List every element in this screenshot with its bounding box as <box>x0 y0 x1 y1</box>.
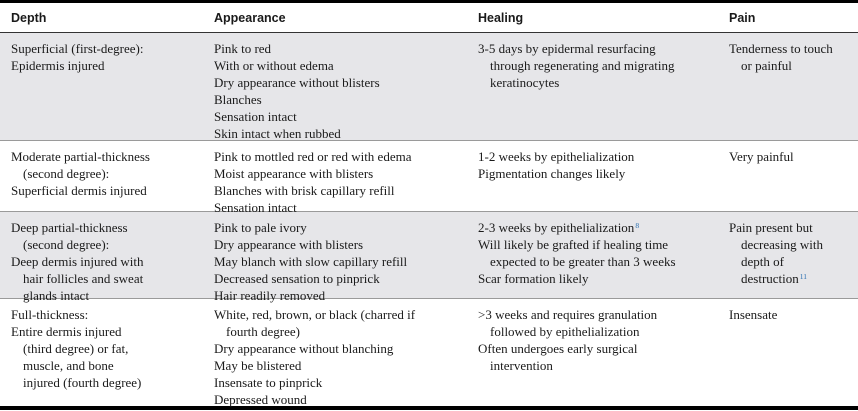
depth-line <box>11 306 200 323</box>
appearance-cell <box>200 299 464 411</box>
line-text: Dry appearance without blisters <box>214 75 380 90</box>
line-text: Depressed wound <box>214 392 307 407</box>
healing-line <box>478 306 729 323</box>
depth-cell <box>0 141 200 211</box>
appearance-line <box>214 253 464 270</box>
appearance-cell <box>200 212 464 303</box>
depth-line <box>11 165 200 182</box>
table-row <box>0 141 858 215</box>
line-text: injured (fourth degree) <box>23 375 142 390</box>
line-text: Moderate partial-thickness <box>11 149 150 164</box>
line-text: Blanches with brisk capillary refill <box>214 183 395 198</box>
depth-line <box>11 253 200 270</box>
line-text: Pink to red <box>214 41 272 56</box>
depth-line <box>11 182 200 199</box>
appearance-line <box>214 182 464 199</box>
line-text: Dry appearance without blanching <box>214 341 394 356</box>
depth-line <box>11 374 200 391</box>
healing-line <box>478 357 729 374</box>
appearance-line <box>214 219 464 236</box>
pain-cell <box>729 212 858 298</box>
line-text: Full-thickness: <box>11 307 89 322</box>
line-text: Entire dermis injured <box>11 324 122 339</box>
depth-line <box>11 236 200 253</box>
line-text: destruction <box>741 271 799 286</box>
appearance-line <box>214 323 464 340</box>
line-text: Very painful <box>729 149 794 164</box>
line-text: Will likely be grafted if healing time <box>478 237 669 252</box>
line-text: Dry appearance with blisters <box>214 237 364 252</box>
appearance-line <box>214 270 464 287</box>
line-text: May blanch with slow capillary refill <box>214 254 408 269</box>
citation-reference[interactable]: 8 <box>635 221 640 230</box>
healing-line <box>478 40 729 57</box>
line-text: May be blistered <box>214 358 302 373</box>
appearance-line <box>214 125 464 142</box>
line-text: Decreased sensation to pinprick <box>214 271 380 286</box>
healing-line <box>478 270 729 287</box>
line-text: 2-3 weeks by epithelialization <box>478 220 635 235</box>
line-text: Deep partial-thickness <box>11 220 128 235</box>
line-text: decreasing with <box>741 237 823 252</box>
healing-line <box>478 236 729 253</box>
header-appearance: Appearance <box>214 10 286 25</box>
header-depth: Depth <box>11 10 47 25</box>
appearance-line <box>214 306 464 323</box>
depth-cell <box>0 212 200 303</box>
depth-line <box>11 340 200 357</box>
header-pain: Pain <box>729 10 756 25</box>
pain-line <box>729 219 858 236</box>
line-text: glands intact <box>23 288 90 303</box>
depth-cell <box>0 299 200 411</box>
appearance-line <box>214 108 464 125</box>
table-row <box>0 33 858 141</box>
appearance-line <box>214 165 464 182</box>
line-text: hair follicles and sweat <box>23 271 144 286</box>
appearance-line <box>214 357 464 374</box>
line-text: Pigmentation changes likely <box>478 166 626 181</box>
pain-line <box>729 253 858 270</box>
line-text: Epidermis injured <box>11 58 105 73</box>
pain-cell <box>729 33 858 140</box>
depth-line <box>11 270 200 287</box>
appearance-line <box>214 236 464 253</box>
line-text: (third degree) or fat, <box>23 341 129 356</box>
healing-cell <box>464 33 729 140</box>
appearance-line <box>214 374 464 391</box>
appearance-line <box>214 57 464 74</box>
healing-line <box>478 148 729 165</box>
pain-line <box>729 306 858 323</box>
pain-line <box>729 270 858 287</box>
depth-line <box>11 40 200 57</box>
line-text: or painful <box>741 58 792 73</box>
line-text: Insensate <box>729 307 778 322</box>
depth-line <box>11 219 200 236</box>
pain-cell <box>729 141 858 211</box>
line-text: Superficial (first-degree): <box>11 41 144 56</box>
line-text: followed by epithelialization <box>490 324 640 339</box>
line-text: Often undergoes early surgical <box>478 341 638 356</box>
line-text: through regenerating and migrating <box>490 58 675 73</box>
appearance-line <box>214 391 464 408</box>
healing-line <box>478 253 729 270</box>
line-text: Hair readily removed <box>214 288 326 303</box>
table-header <box>0 3 858 33</box>
healing-line <box>478 165 729 182</box>
depth-line <box>11 323 200 340</box>
line-text: Scar formation likely <box>478 271 589 286</box>
header-healing: Healing <box>478 10 524 25</box>
line-text: Insensate to pinprick <box>214 375 323 390</box>
pain-cell <box>729 299 858 411</box>
line-text: Tenderness to touch <box>729 41 833 56</box>
depth-line <box>11 148 200 165</box>
line-text: Moist appearance with blisters <box>214 166 374 181</box>
line-text: Sensation intact <box>214 109 297 124</box>
line-text: White, red, brown, or black (charred if <box>214 307 416 322</box>
appearance-line <box>214 340 464 357</box>
pain-line <box>729 40 858 57</box>
line-text: Deep dermis injured with <box>11 254 144 269</box>
appearance-line <box>214 74 464 91</box>
healing-line <box>478 57 729 74</box>
line-text: expected to be greater than 3 weeks <box>490 254 676 269</box>
pain-line <box>729 236 858 253</box>
table-row <box>0 212 858 303</box>
healing-line <box>478 74 729 91</box>
depth-cell <box>0 33 200 140</box>
line-text: intervention <box>490 358 553 373</box>
line-text: muscle, and bone <box>23 358 114 373</box>
line-text: Skin intact when rubbed <box>214 126 341 141</box>
line-text: 3-5 days by epidermal resurfacing <box>478 41 656 56</box>
citation-reference[interactable]: 11 <box>799 272 807 281</box>
line-text: Sensation intact <box>214 200 297 215</box>
appearance-line <box>214 91 464 108</box>
healing-line <box>478 323 729 340</box>
appearance-line <box>214 40 464 57</box>
line-text: Pink to mottled red or red with edema <box>214 149 412 164</box>
healing-line <box>478 340 729 357</box>
appearance-line <box>214 148 464 165</box>
appearance-cell <box>200 33 464 140</box>
line-text: Superficial dermis injured <box>11 183 147 198</box>
table-body <box>0 33 858 411</box>
healing-cell <box>464 299 729 411</box>
healing-cell <box>464 212 729 298</box>
line-text: 1-2 weeks by epithelialization <box>478 149 635 164</box>
depth-line <box>11 357 200 374</box>
line-text: >3 weeks and requires granulation <box>478 307 658 322</box>
pain-line <box>729 57 858 74</box>
line-text: (second degree): <box>23 166 110 181</box>
line-text: keratinocytes <box>490 75 560 90</box>
depth-line <box>11 57 200 74</box>
line-text: fourth degree) <box>226 324 300 339</box>
appearance-cell <box>200 141 464 215</box>
line-text: Blanches <box>214 92 262 107</box>
pain-line <box>729 148 858 165</box>
line-text: Pink to pale ivory <box>214 220 307 235</box>
line-text: With or without edema <box>214 58 334 73</box>
line-text: Pain present but <box>729 220 813 235</box>
line-text: depth of <box>741 254 784 269</box>
line-text: (second degree): <box>23 237 110 252</box>
table-row <box>0 299 858 411</box>
healing-line <box>478 219 729 236</box>
healing-cell <box>464 141 729 211</box>
